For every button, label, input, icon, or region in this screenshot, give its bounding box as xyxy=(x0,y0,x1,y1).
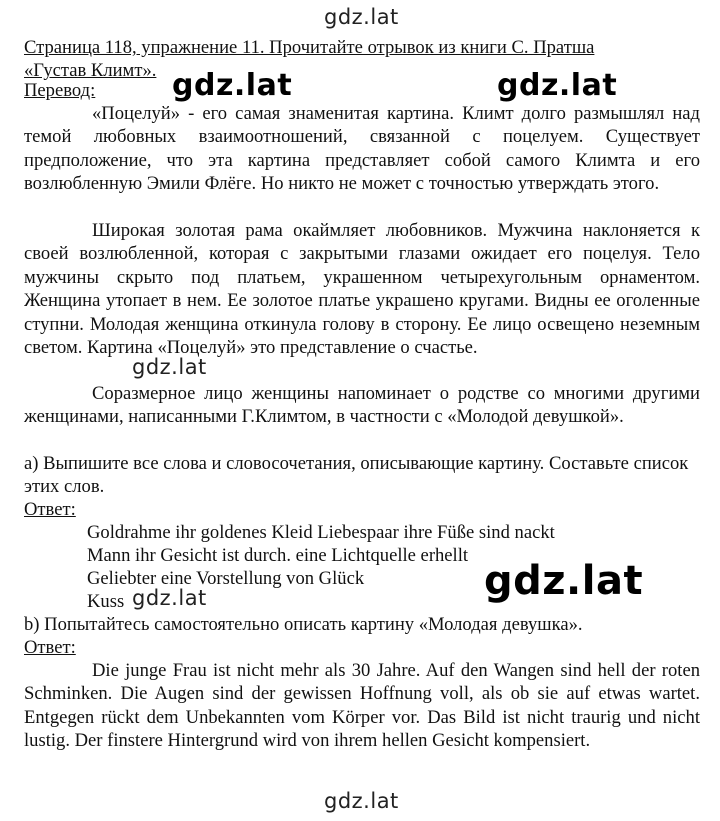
answer-b-text: Die junge Frau ist nicht mehr als 30 Jahre. Auf den Wangen sind hell der roten Schminken. Die Augen sind der gewissen Hoffnung voll, als ob sie auf etwas wartet. Entgegen rückt dem Unbekannten vom Körper vor. Das Bild ist nicht traurig und nicht lustig. Der finstere Hintergrund wird von ihrem hellen Gesicht kompensiert. xyxy=(24,660,700,752)
watermark-mid: gdz.lat xyxy=(132,355,207,379)
answer-a-line-3: Geliebter eine Vorstellung von Glück xyxy=(87,568,365,589)
task-b: b) Попытайтесь самостоятельно описать картину «Молодая девушка». xyxy=(24,614,583,635)
answer-a-line-2: Mann ihr Gesicht ist durch. eine Lichtquelle erhellt xyxy=(87,545,469,566)
watermark-kuss: gdz.lat xyxy=(132,586,207,610)
answer-b-label: Ответ: xyxy=(24,637,76,658)
answer-a-line-4: Kuss xyxy=(87,591,125,612)
watermark-right: gdz.lat xyxy=(497,68,618,103)
paragraph-1: «Поцелуй» - его самая знаменитая картина. Климт долго размышлял над темой любовных взаимоотношений, связанной с поцелуем. Существует предположение, что эта картина представляет собой самого Климта и его возлюбленную Эмили Флёге. Но никто не может с точностью утверждать этого. xyxy=(24,103,700,195)
task-a: а) Выпишите все слова и словосочетания, описывающие картину. Составьте список этих слов. xyxy=(24,453,689,498)
paragraph-2: Широкая золотая рама окаймляет любовников. Мужчина наклоняется к своей возлюбленной, которая с закрытыми глазами ожидает его поцелуя. Тело мужчины скрыто под платьем, украшенном четырехугольным орнаментом. Женщина утопает в нем. Ее золотое платье украшено кругами. Видны ее оголенные ступни. Молодая женщина откинула голову в сторону. Ее лицо освещено неземным светом. Картина «Поцелуй» это представление о счастье. xyxy=(24,220,700,359)
watermark-top: gdz.lat xyxy=(324,5,399,29)
paragraph-3: Соразмерное лицо женщины напоминает о родстве со многими другими женщинами, написанными Г.Климтом, в частности с «Молодой девушкой». xyxy=(24,383,700,428)
exercise-title-line-1: Страница 118, упражнение 11. Прочитайте отрывок из книги С. Пратша xyxy=(24,37,595,58)
watermark-left: gdz.lat xyxy=(172,68,293,103)
translation-label: Перевод: xyxy=(24,80,96,101)
answer-a-line-1: Goldrahme ihr goldenes Kleid Liebespaar ihre Füße sind nackt xyxy=(87,522,555,543)
exercise-title-line-2: «Густав Климт». xyxy=(24,60,157,82)
watermark-large: gdz.lat xyxy=(484,558,644,604)
answer-a-label: Ответ: xyxy=(24,499,76,520)
watermark-bottom: gdz.lat xyxy=(324,789,399,813)
